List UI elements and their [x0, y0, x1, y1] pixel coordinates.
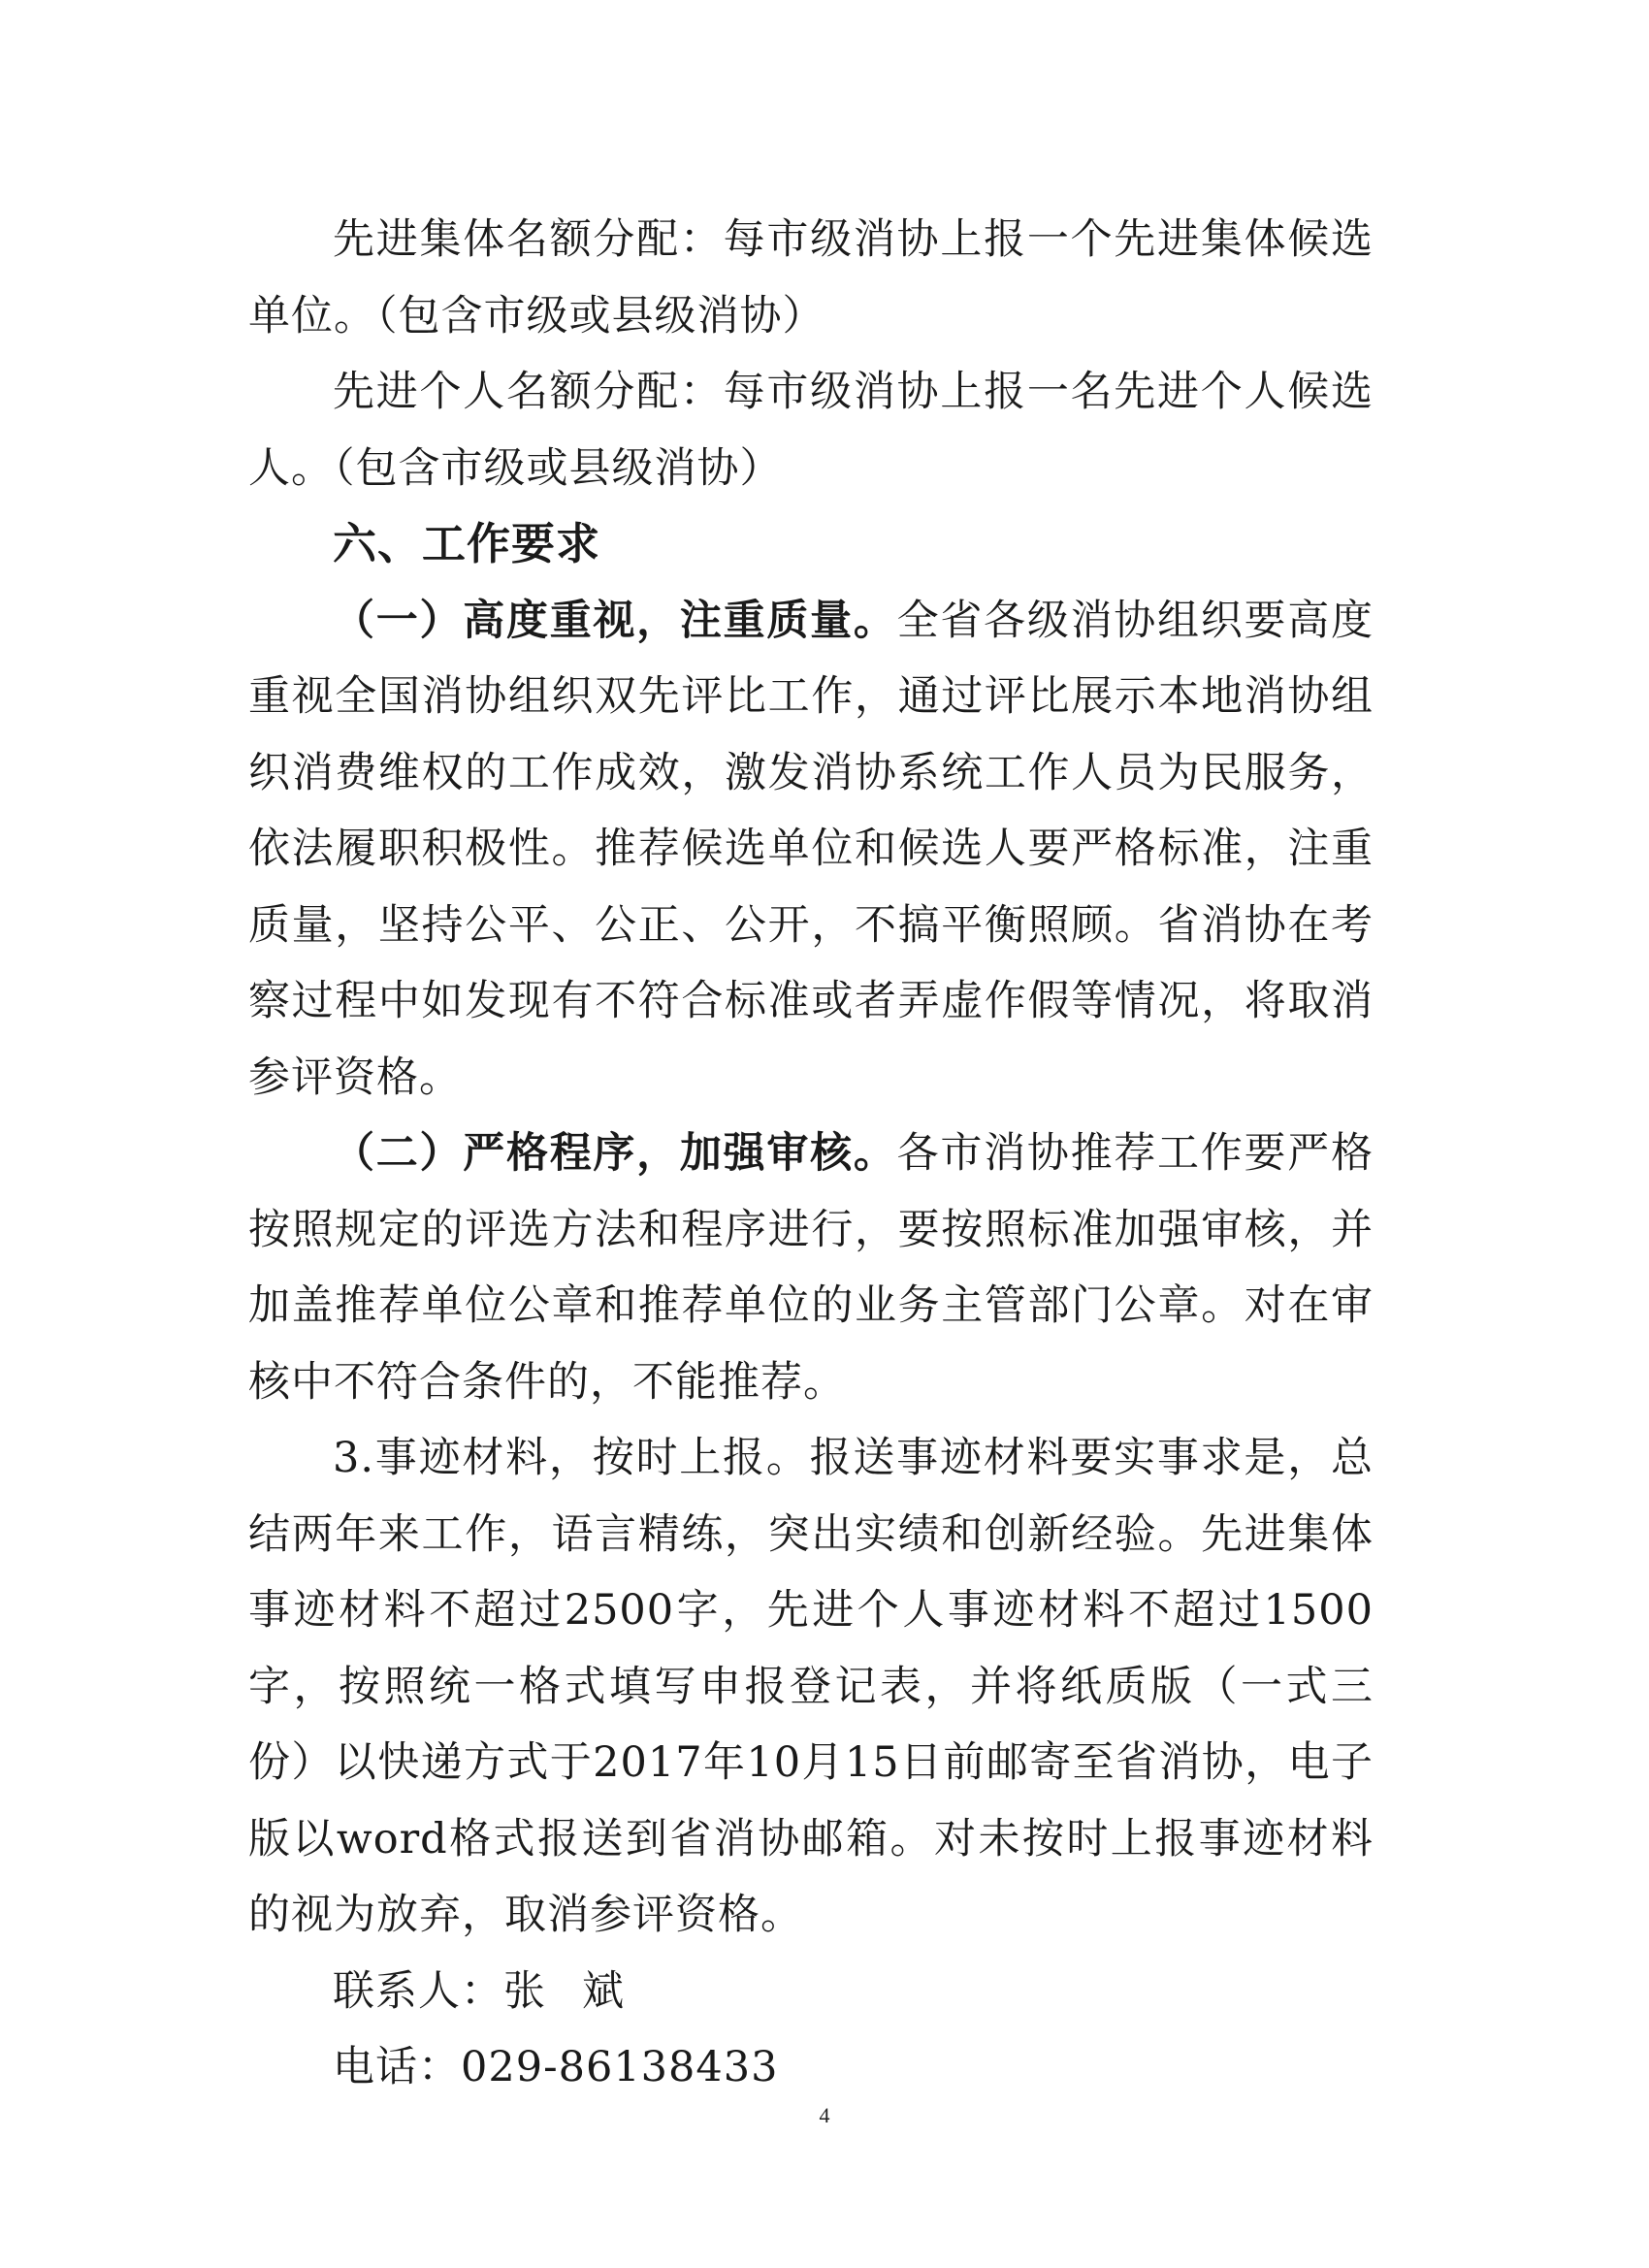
quota-collective-paragraph: 先进集体名额分配：每市级消协上报一个先进集体候选单位。（包含市级或县级消协） [248, 215, 1374, 340]
requirement-three-paragraph: 3.事迹材料，按时上报。报送事迹材料要实事求是，总结两年来工作，语言精练，突出实绩和创新经验。先进集体事迹材料不超过2500字，先进个人事迹材料不超过1500字，按照统一格式填写申报登记表，并将纸质版（一式三份）以快递方式于2017年10月15日前邮寄至省消协，电子版以word格式报送到省消协邮箱。对未按时上报事迹材料的视为放弃，取消参评资格。 [248, 1434, 1374, 1939]
contact-person-name: 张斌 [503, 1966, 661, 2016]
contact-person-label: 联系人： [333, 1966, 503, 2016]
quota-individual-paragraph: 先进个人名额分配：每市级消协上报一名先进个人候选人。（包含市级或县级消协） [248, 368, 1374, 493]
contact-phone-label: 电话： [333, 2043, 461, 2091]
requirement-two-lead: （二）严格程序，加强审核。 [333, 1129, 897, 1178]
requirement-one-paragraph [248, 583, 1374, 1117]
requirement-one-lead: （一）高度重视，注重质量。 [333, 596, 897, 645]
document-body [248, 202, 1374, 2106]
contact-phone-line [248, 2029, 1374, 2106]
requirement-one-body: 全省各级消协组织要高度重视全国消协组织双先评比工作，通过评比展示本地消协组织消费维权的工作成效，激发消协系统工作人员为民服务，依法履职积极性。推荐候选单位和候选人要严格标准，注重质量，坚持公平、公正、公开，不搞平衡照顾。省消协在考察过程中如发现有不符合标准或者弄虚作假等情况，将取消参评资格。 [248, 596, 1374, 1102]
contact-person-line [248, 1954, 1374, 2030]
contact-phone-value: 029-86138433 [461, 2043, 779, 2091]
requirement-two-paragraph [248, 1116, 1374, 1420]
requirement-two-body: 各市消协推荐工作要严格按照规定的评选方法和程序进行，要按照标准加强审核，并加盖推荐单位公章和推荐单位的业务主管部门公章。对在审核中不符合条件的，不能推荐。 [248, 1129, 1374, 1407]
page-number: 4 [819, 2103, 830, 2127]
section-six-heading: 六、工作要求 [333, 518, 601, 569]
